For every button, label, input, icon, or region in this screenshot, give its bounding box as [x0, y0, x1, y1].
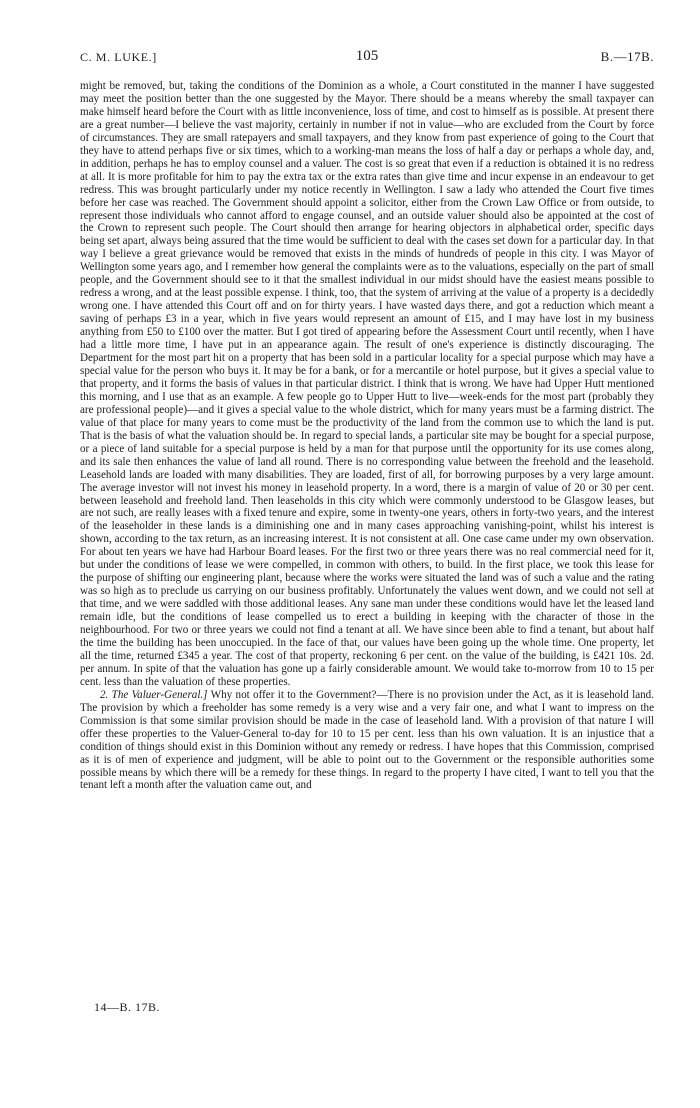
signature-mark: 14—B. 17B.: [94, 1000, 161, 1014]
header-speaker: C. M. LUKE.]: [80, 50, 157, 64]
body-text: [80, 80, 654, 792]
document-page: [80, 42, 654, 792]
running-header: [80, 42, 654, 68]
paragraph-2-lead: 2. The Valuer-General.]: [100, 688, 208, 701]
paragraph-1: [80, 80, 654, 689]
header-paper-code: B.—17B.: [600, 49, 654, 64]
paragraph-2-text: Why not offer it to the Government?—There is no provision under the Act, as it is leasehold land. The provision by which a freeholder has some remedy is a very wise and a very fair one, and what I want to impress on the Commission is that some similar provision should be made in the case of leasehold land. With a provision of that nature I will offer these properties to the Valuer-General to-day for 10 to 15 per cent. less than his own valuation. It is an injustice that a condition of things should exist in this Dominion without any remedy or redress. I have hopes that this Commission, comprised as it is of men of experience and judgment, will be able to point out to the Government or the responsible authorities some possible means by which there will be a remedy for these things. In regard to the property I have cited, I want to tell you that the tenant left a month after the valuation came out, and: [80, 688, 655, 792]
paragraph-2: [80, 689, 654, 793]
page-number: 105: [355, 48, 379, 64]
paragraph-1-text: might be removed, but, taking the conditions of the Dominion as a whole, a Court constituted in the manner I have suggested may meet the position better than the one suggested by the Mayor. There should be a means whereby the small taxpayer can make himself heard before the Court with as little inconvenience, loss of time, and cost to himself as is possible. At present there are a great number—I believe the vast majority, certainly in number if not in value—who are excluded from the Court by force of circumstances. They are small ratepayers and small taxpayers, and they know from past experience of going to the Court that they have to attend perhaps five or six times, which to a working-man means the loss of half a day or perhaps a whole day, and, in addition, perhaps he has to employ counsel and a valuer. The cost is so great that even if a reduction is obtained it is no redress at all. It is more profitable for him to pay the extra tax or the extra rates than give time and incur expense in an endeavour to get redress. This was brought particularly under my notice recently in Wellington. I saw a lady who attended the Court five times before her case was reached. The Government should appoint a solicitor, either from the Crown Law Office or from outside, to represent those individuals who cannot afford to engage counsel, and an outside valuer should also be appointed at the cost of the Crown to represent such people. The Court should then arrange for hearing objectors in alphabetical order, specific days being set apart, always being assured that the time would be sufficient to deal with the cases set down for a particular day. In that way I believe a great grievance would be removed that exists in the minds of hundreds of people in this city. I was Mayor of Wellington some years ago, and I remember how general the complaints were as to the valuations, especially on the part of small people, and the Government should see to it that the smallest individual in our midst should have the easiest means possible to redress a wrong, and at the least possible expense. I think, too, that the system of arriving at the value of a property is a decidedly wrong one. I have attended this Court off and on for thirty years. I have wasted days there, and got a reduction which meant a saving of perhaps £3 in a year, which in five years would represent an amount of £15, and I may have lost in my business anything from £50 to £100 over the matter. But I got tired of appearing before the Assessment Court until recently, when I have had a little more time, I have put in an appearance again. The result of one's experience is distinctly discouraging. The Department for the most part hit on a property that has been sold in a particular locality for a special purpose which may have a special value for the person who buys it. It may be for a bank, or for a mercantile or hotel purpose, but it gives a special value to that property, and it forms the basis of values in that particular district. I think that is wrong. We have had Upper Hutt mentioned this morning, and I use that as an example. A few people go to Upper Hutt to live—week-ends for the most part (probably they are professional people)—and it gives a special value to the whole district, which for many years must be a farming district. The value of that place for many years to come must be the productivity of the land from the common use to which the land is put. That is the basis of what the valuation should be. In regard to special lands, a particular site may be bought for a special purpose, or a piece of land suitable for a special purpose is held by a man for that purpose until the opportunity for its use comes along, and its sale then enhances the value of land all round. There is no corresponding value between the freehold and the leasehold. Leasehold lands are loaded with many disabilities. They are loaded, first of all, for borrowing purposes by a very large amount. The average investor will not invest his money in leasehold property. In a word, there is a margin of value of 20 or 30 per cent. between leasehold and freehold land. Then leaseholds in this city which were commonly understood to be Glasgow leases, but are not such, are really leases with a fixed tenure and expire, some in twenty-one years, others in forty-two years, and the interest of the leaseholder in these lands is a diminishing one and in many cases approaching vanishing-point, whilst his interest is shown, according to the tax return, as an increasing interest. It is not consistent at all. One case came under my own observation. For about ten years we have had Harbour Board leases. For the first two or three years there was no real commercial need for it, but under the conditions of lease we were compelled, in common with others, to build. In the first place, we took this lease for the purpose of shifting our engineering plant, because where the works were situated the land was of such a value and the rating was so high as to preclude us carrying on our business profitably. Unfortunately the values went down, and we could not sell at that time, and we were saddled with those additional leases. Any sane man under these conditions would have let the leased land remain idle, but the conditions of lease compelled us to erect a building in keeping with the character of those in the neighbourhood. For two or three years we could not find a tenant at all. We have since been able to find a tenant, but about half the time the building has been unoccupied. In the face of that, our values have been going up the whole time. One property, let all the time, returned £345 a year. The cost of that property, reckoning 6 per cent. on the value of the building, is £421 10s. 2d. per annum. In spite of that the valuation has gone up a fairly considerable amount. We would take to-morrow from 10 to 15 per cent. less than the valuation of these properties.: [80, 80, 654, 688]
